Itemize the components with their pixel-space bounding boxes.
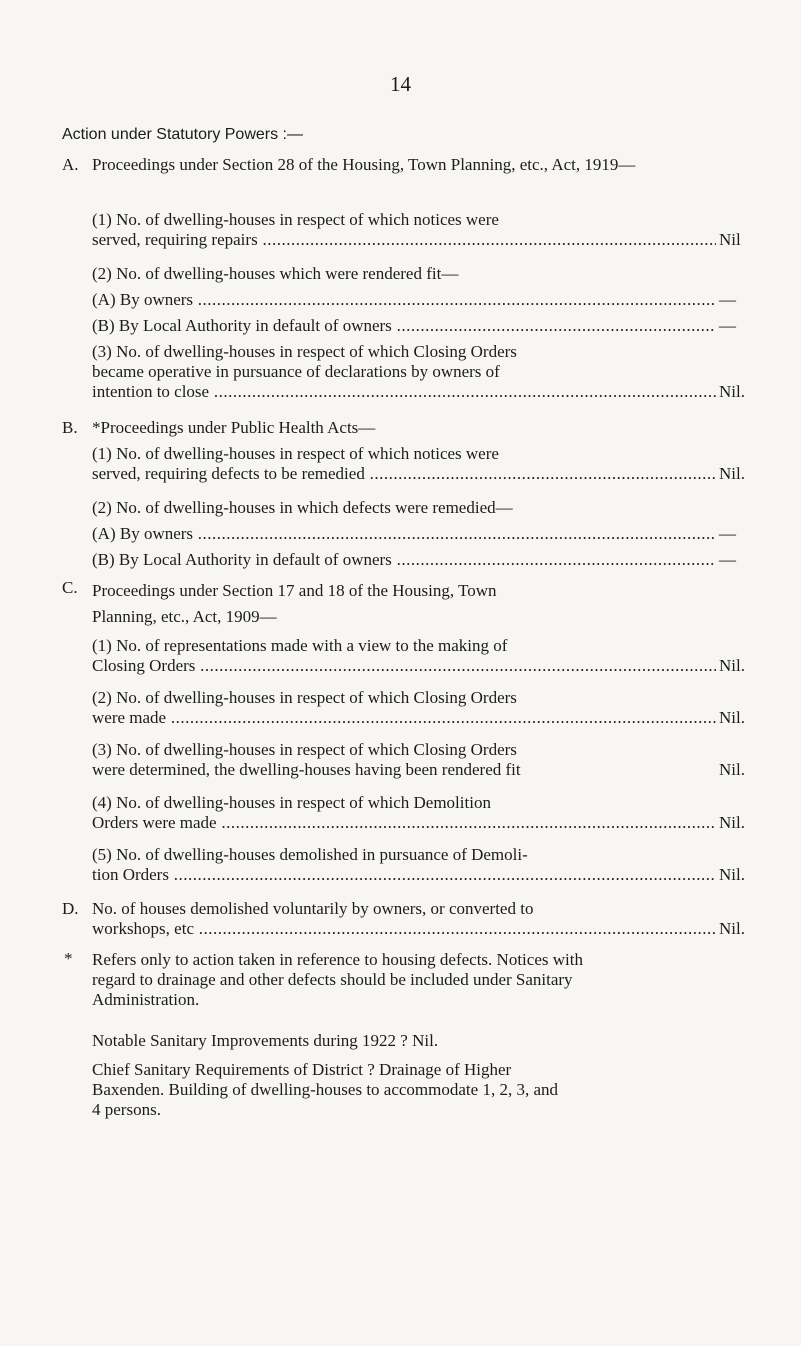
- section-c-item-3: [92, 740, 757, 780]
- section-a-item-3-value: Nil.: [719, 382, 745, 401]
- section-b-item-2a: [92, 524, 757, 544]
- section-c-item-1-line-2: Closing Orders .....: [92, 656, 716, 676]
- section-b-title: *Proceedings under Public Health Acts—: [92, 418, 376, 437]
- section-a-item-3-line-2: became operative in pursuance of declarations by owners of: [92, 362, 500, 381]
- notable-improvements: Notable Sanitary Improvements during 1922 ? Nil.: [92, 1031, 439, 1050]
- section-a-item-3-line-3: intention to close .....: [92, 382, 716, 402]
- chief-requirements-line-1: Chief Sanitary Requirements of District ? Drainage of Higher: [92, 1060, 512, 1079]
- section-d: [92, 899, 757, 939]
- page-number: 14: [390, 72, 411, 96]
- section-c-item-5-value: Nil.: [719, 865, 745, 884]
- section-b-item-2b-value: —: [719, 550, 736, 569]
- section-c-item-1-line-1: (1) No. of representations made with a view to the making of: [92, 636, 508, 655]
- section-a-item-2a-text: (A) By owners .....: [92, 290, 716, 310]
- footnote-line-1: Refers only to action taken in reference to housing defects. Notices with: [92, 950, 583, 969]
- section-c-item-2: [92, 688, 757, 728]
- chief-requirements-line-2: Baxenden. Building of dwelling-houses to accommodate 1, 2, 3, and: [92, 1080, 558, 1099]
- section-a-letter: A.: [62, 155, 79, 174]
- section-a-item-3-line-1: (3) No. of dwelling-houses in respect of which Closing Orders: [92, 342, 517, 361]
- section-a-title: Proceedings under Section 28 of the Housing, Town Planning, etc., Act, 1919—: [92, 155, 636, 174]
- chief-requirements: [92, 1060, 757, 1120]
- section-b-item-2a-value: —: [719, 524, 736, 543]
- section-b-item-2b: [92, 550, 757, 570]
- section-b-item-2: [92, 498, 757, 518]
- section-c-item-3-value: Nil.: [719, 760, 745, 779]
- section-c-item-3-line-2: were determined, the dwelling-houses having been rendered fit: [92, 760, 521, 779]
- section-d-line-1: No. of houses demolished voluntarily by owners, or converted to: [92, 899, 534, 918]
- section-c-item-4-line-2: Orders were made .....: [92, 813, 716, 833]
- section-a-item-1-line-1: (1) No. of dwelling-houses in respect of which notices were: [92, 210, 499, 229]
- section-a-item-3: [92, 342, 757, 402]
- section-c-item-1-value: Nil.: [719, 656, 745, 675]
- section-a-item-1-value: Nil: [719, 230, 741, 249]
- section-b-item-1-line-2: served, requiring defects to be remedied .....: [92, 464, 716, 484]
- section-a-item-2-text: (2) No. of dwelling-houses which were rendered fit—: [92, 264, 459, 283]
- section-a-item-2b: [92, 316, 757, 336]
- section-b-item-2b-text: (B) By Local Authority in default of owners .....: [92, 550, 716, 570]
- footnote: [92, 950, 757, 1010]
- section-c-item-5-line-1: (5) No. of dwelling-houses demolished in pursuance of Demoli-: [92, 845, 528, 864]
- section-b-item-1: [92, 444, 757, 484]
- footnote-line-3: Administration.: [92, 990, 200, 1009]
- section-c-item-3-line-1: (3) No. of dwelling-houses in respect of which Closing Orders: [92, 740, 517, 759]
- section-a-item-1: [92, 210, 757, 250]
- section-a-item-2a: [92, 290, 757, 310]
- section-d-value: Nil.: [719, 919, 745, 938]
- section-b-item-1-line-1: (1) No. of dwelling-houses in respect of which notices were: [92, 444, 499, 463]
- section-b-item-2a-text: (A) By owners .....: [92, 524, 716, 544]
- section-b-item-2-text: (2) No. of dwelling-houses in which defects were remedied—: [92, 498, 513, 517]
- section-c-item-2-line-1: (2) No. of dwelling-houses in respect of which Closing Orders: [92, 688, 517, 707]
- section-c-item-4-line-1: (4) No. of dwelling-houses in respect of which Demolition: [92, 793, 491, 812]
- section-c-item-5-line-2: tion Orders .....: [92, 865, 716, 885]
- section-c-item-4-value: Nil.: [719, 813, 745, 832]
- section-c-title: [92, 578, 757, 630]
- section-d-letter: D.: [62, 899, 79, 918]
- section-c-title-line-2: Planning, etc., Act, 1909—: [92, 607, 277, 626]
- chief-requirements-line-3: 4 persons.: [92, 1100, 161, 1119]
- section-a-item-2b-value: —: [719, 316, 736, 335]
- section-a: [92, 155, 742, 175]
- section-c-item-5: [92, 845, 757, 885]
- section-a-item-2: [92, 264, 757, 284]
- section-c-item-1: [92, 636, 757, 676]
- section-c-title-line-1: Proceedings under Section 17 and 18 of the Housing, Town: [92, 581, 497, 600]
- statutory-powers-heading: Action under Statutory Powers :—: [62, 126, 303, 143]
- section-b-letter: B.: [62, 418, 78, 437]
- section-c-letter: C.: [62, 578, 78, 597]
- section-d-line-2: workshops, etc .....: [92, 919, 716, 939]
- section-a-item-1-line-2: served, requiring repairs .....: [92, 230, 716, 250]
- section-c-item-2-value: Nil.: [719, 708, 745, 727]
- section-b-item-1-value: Nil.: [719, 464, 745, 483]
- footnote-line-2: regard to drainage and other defects should be included under Sanitary: [92, 970, 573, 989]
- footnote-mark: *: [64, 949, 73, 968]
- section-a-item-2a-value: —: [719, 290, 736, 309]
- section-c-item-2-line-2: were made .....: [92, 708, 716, 728]
- section-c-item-4: [92, 793, 757, 833]
- section-a-item-2b-text: (B) By Local Authority in default of owners .....: [92, 316, 716, 336]
